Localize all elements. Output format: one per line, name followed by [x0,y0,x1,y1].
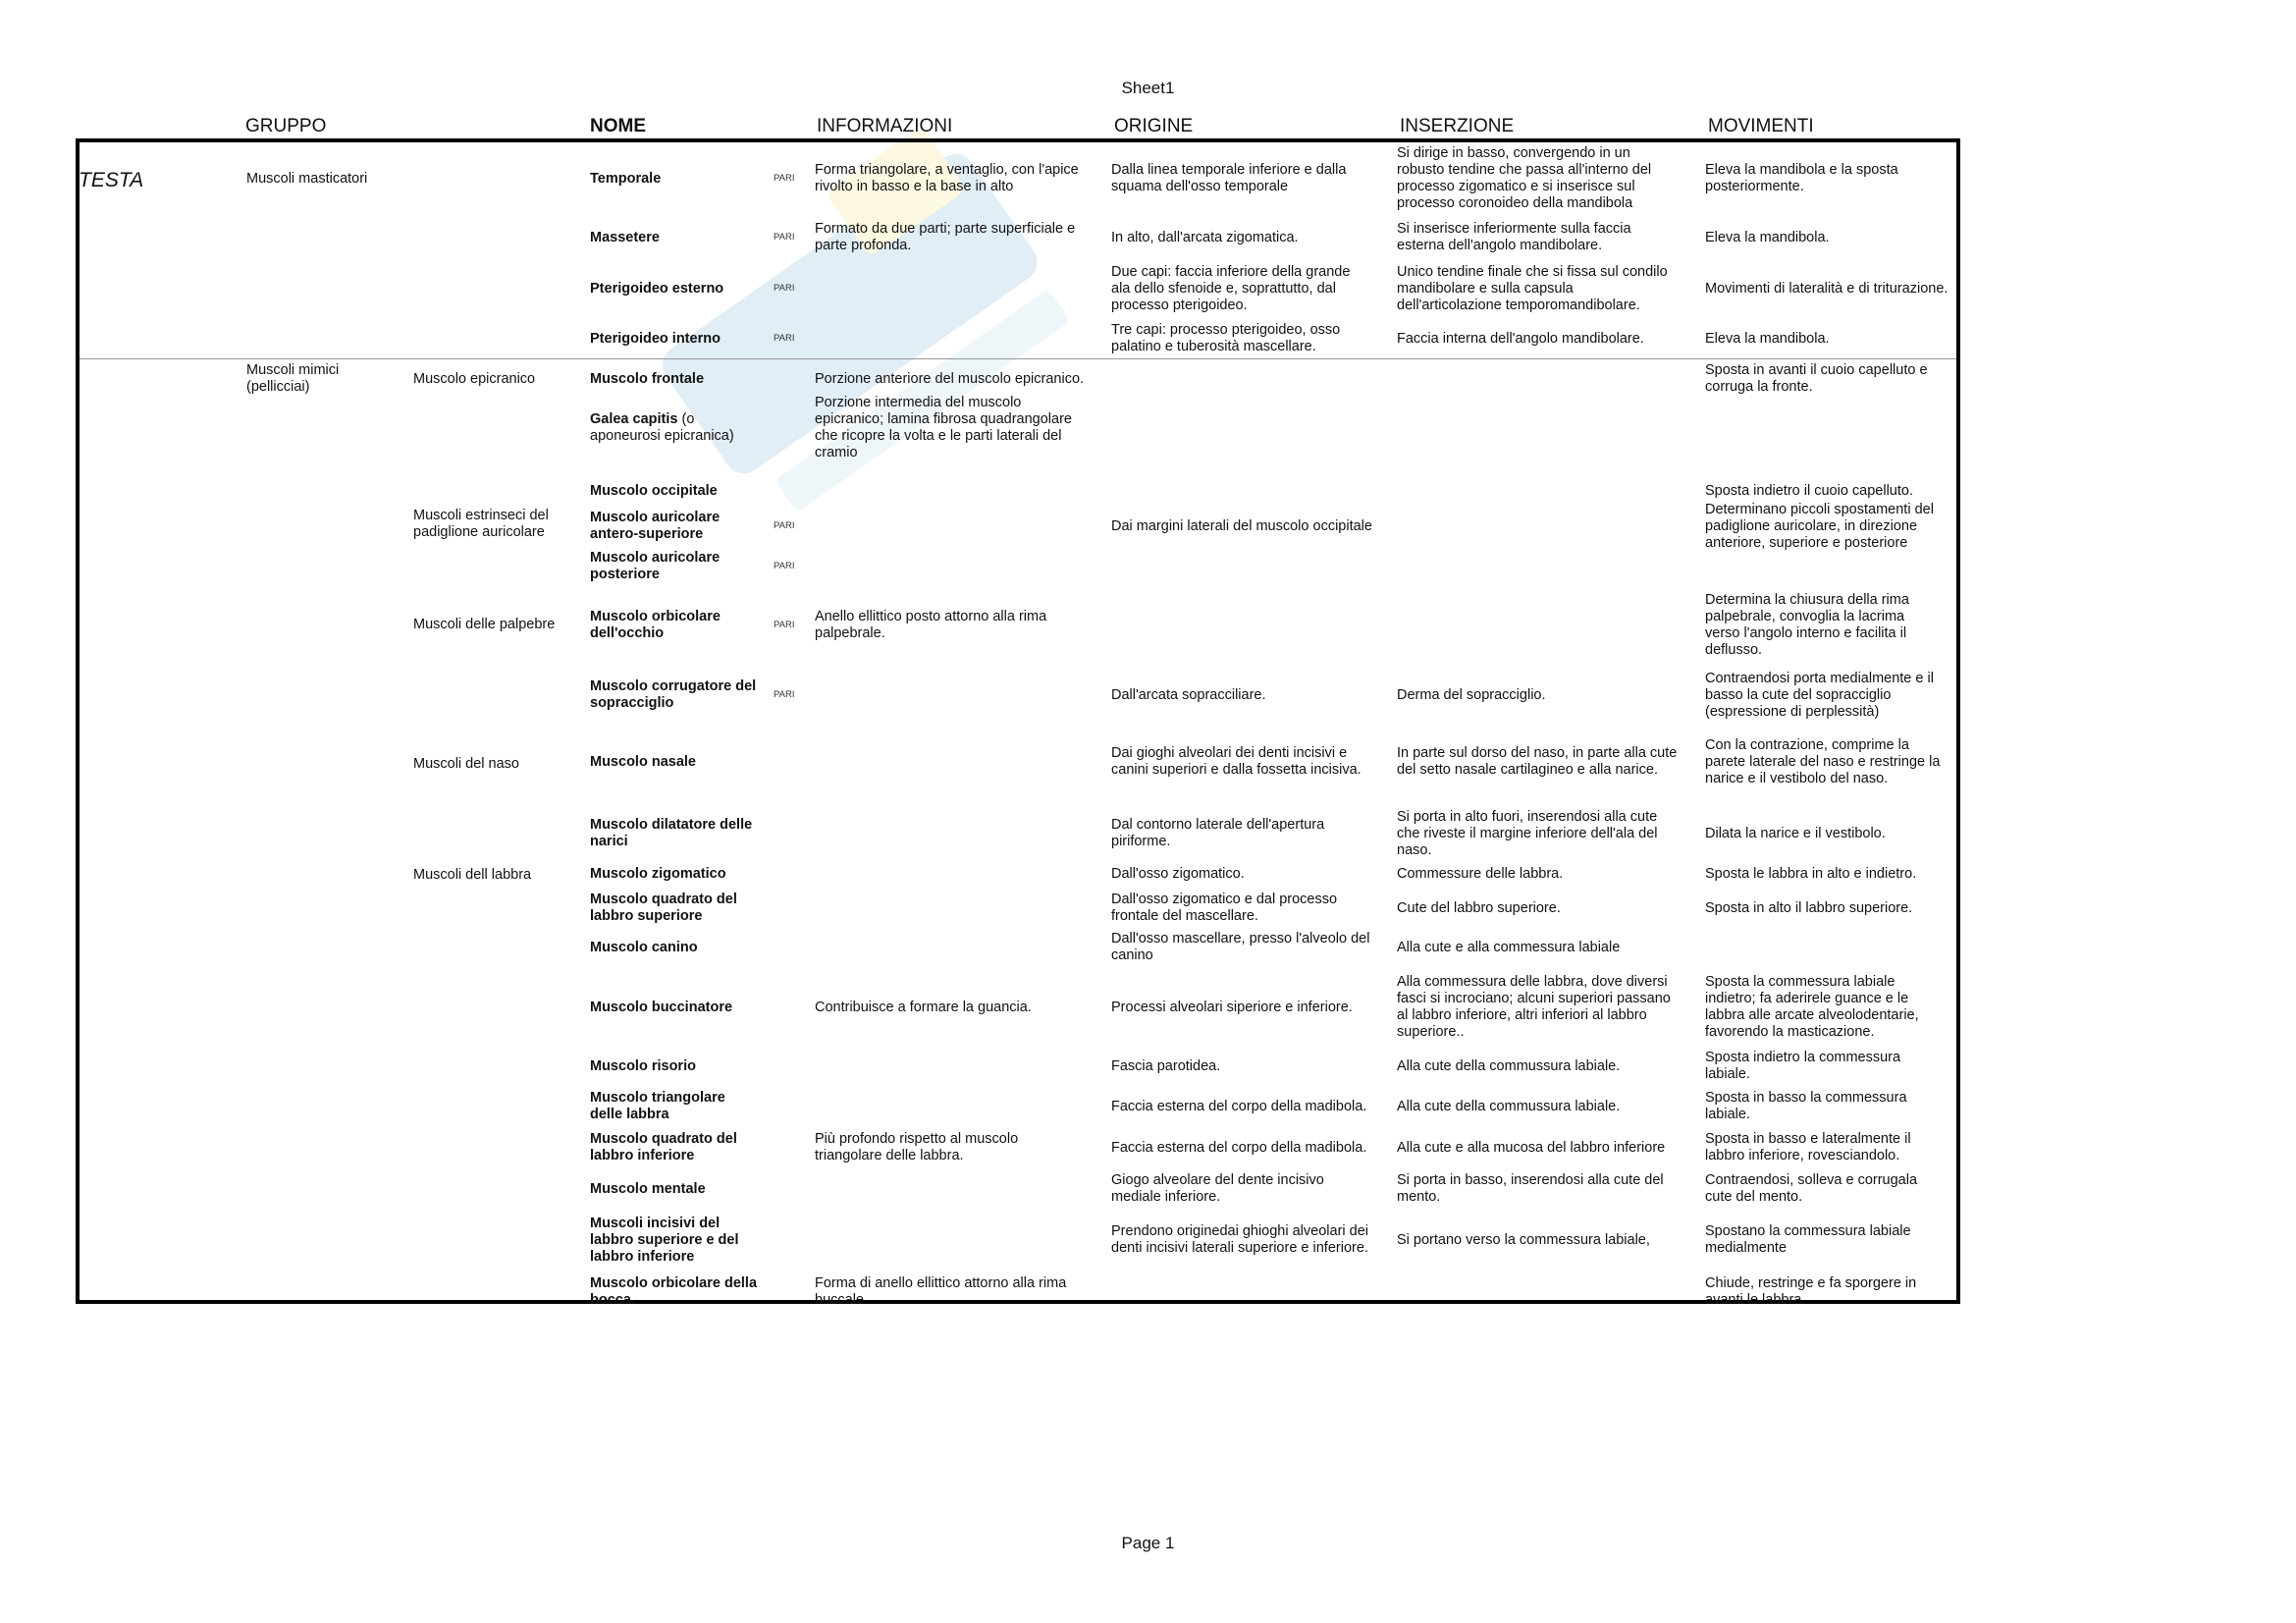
muscle-name: Muscolo auricolare antero-superiore [590,510,721,542]
header-nome: NOME [590,116,646,136]
group-label: Muscoli mimici (pellicciai) [246,362,340,395]
muscle-movements: Con la contrazione, comprime la parete laterale del naso e restringe la narice e il vestibolo del naso. [1705,737,1941,786]
muscle-origin: Due capi: faccia inferiore della grande ala dello sfenoide e, soprattutto, dal processo pterigoideo. [1111,264,1351,313]
muscle-name: Muscolo risorio [590,1058,696,1074]
muscle-info: Forma di anello ellittico attorno alla rima buccale. [815,1275,1067,1308]
muscle-movements: Sposta la commessura labiale indietro; fa aderirele guance e le labbra alle arcate alveolodentarie, favorendo la masticazione. [1705,974,1919,1040]
muscle-name: Muscolo zigomatico [590,866,726,882]
pari-tag: PARI [774,333,795,344]
group-label: Muscoli masticatori [246,171,368,187]
header-inserzione: INSERZIONE [1400,116,1515,136]
muscle-origin: Dall'osso mascellare, presso l'alveolo del canino [1111,931,1370,963]
muscle-movements: Sposta indietro il cuoio capelluto. [1705,483,1913,499]
muscle-movements: Sposta in avanti il cuoio capelluto e corruga la fronte. [1705,362,1928,395]
muscle-name: Pterigoideo interno [590,331,721,347]
muscle-name: Muscolo corrugatore del sopracciglio [590,678,757,711]
pari-tag: PARI [774,689,795,700]
muscle-origin: Giogo alveolare del dente incisivo mediale inferiore. [1111,1172,1324,1205]
muscle-name: Muscolo quadrato del labbro superiore [590,892,737,924]
muscle-origin: Prendono originedai ghioghi alveolari dei denti incisivi laterali superiore e inferiore. [1111,1223,1368,1256]
muscle-insertion: Si porta in basso, inserendosi alla cute del mento. [1397,1172,1664,1205]
muscle-origin: Dall'osso zigomatico. [1111,866,1245,882]
muscle-origin: Dal contorno laterale dell'apertura piriforme. [1111,817,1325,849]
muscle-movements: Sposta indietro la commessura labiale. [1705,1050,1901,1082]
muscle-insertion: Alla cute della commussura labiale. [1397,1099,1621,1114]
muscle-insertion: Si portano verso la commessura labiale, [1397,1232,1650,1248]
muscle-insertion: Commessure delle labbra. [1397,866,1564,882]
muscle-name: Muscolo orbicolare dell'occhio [590,609,721,641]
header-movimenti: MOVIMENTI [1708,116,1814,136]
muscle-insertion: Cute del labbro superiore. [1397,900,1561,916]
muscle-movements: Eleva la mandibola. [1705,230,1830,245]
muscle-name-bold: Galea capitis [590,411,678,427]
muscle-movements: Determinano piccoli spostamenti del padiglione auricolare, in direzione anteriore, superiore e posteriore [1705,502,1934,551]
muscle-name: Muscolo dilatatore delle narici [590,817,753,849]
muscle-insertion: Unico tendine finale che si fissa sul condilo mandibolare e sulla capsula dell'articolazione temporomandibolare. [1397,264,1668,313]
muscle-movements: Contraendosi porta medialmente e il basso la cute del sopracciglio (espressione di perplessità) [1705,671,1934,720]
muscle-info: Anello ellittico posto attorno alla rima palpebrale. [815,609,1047,641]
muscle-movements: Movimenti di lateralità e di triturazione. [1705,281,1949,297]
pari-tag: PARI [774,620,795,630]
muscle-info: Porzione anteriore del muscolo epicranico. [815,371,1085,387]
muscle-name: Muscolo canino [590,940,698,955]
header-origine: ORIGINE [1114,116,1194,136]
subgroup-label: Muscoli estrinseci del padiglione auricolare [413,508,549,540]
muscle-insertion: Derma del sopracciglio. [1397,687,1546,703]
muscle-origin: In alto, dall'arcata zigomatica. [1111,230,1299,245]
muscle-movements: Eleva la mandibola e la sposta posteriormente. [1705,162,1898,194]
muscle-insertion: Alla commessura delle labbra, dove diversi fasci si incrociano; alcuni superiori passano al labbro inferiore, altri inferiori al labbro superiore.. [1397,974,1671,1040]
muscle-insertion: Alla cute della commussura labiale. [1397,1058,1621,1074]
muscle-origin: Dalla linea temporale inferiore e dalla squama dell'osso temporale [1111,162,1347,194]
muscle-info: Porzione intermedia del muscolo epicranico; lamina fibrosa quadrangolare che ricopre la volta e le parti laterali del cramio [815,395,1072,460]
muscle-movements: Contraendosi, solleva e corrugala cute del mento. [1705,1172,1918,1205]
muscle-movements: Sposta in basso la commessura labiale. [1705,1090,1907,1122]
sheet-title: Sheet1 [1121,79,1175,97]
muscle-name: Muscolo orbicolare della bocca. [590,1275,758,1308]
muscle-name: Muscolo quadrato del labbro inferiore [590,1131,737,1163]
group-separator [80,358,1956,359]
muscle-insertion: Si porta in alto fuori, inserendosi alla cute che riveste il margine inferiore dell'ala del naso. [1397,809,1658,858]
muscle-name: Temporale [590,171,662,187]
muscle-origin: Dall'osso zigomatico e dal processo frontale del mascellare. [1111,892,1338,924]
muscle-insertion: Faccia interna dell'angolo mandibolare. [1397,331,1644,347]
muscle-name-note: (o aponeurosi epicranica) [590,411,734,444]
muscle-movements: Eleva la mandibola. [1705,331,1830,347]
muscle-info: Contribuisce a formare la guancia. [815,1000,1032,1015]
muscle-name: Muscoli incisivi del labbro superiore e del labbro inferiore [590,1216,739,1265]
muscle-origin: Faccia esterna del corpo della madibola. [1111,1099,1367,1114]
muscle-name: Massetere [590,230,660,245]
muscle-movements: Sposta in alto il labbro superiore. [1705,900,1913,916]
muscle-info: Più profondo rispetto al muscolo triangolare delle labbra. [815,1131,1019,1163]
muscle-origin: Tre capi: processo pterigoideo, osso palatino e tuberosità mascellare. [1111,322,1341,354]
muscle-insertion: In parte sul dorso del naso, in parte alla cute del setto nasale cartilagineo e alla narice. [1397,745,1678,778]
muscle-origin: Dai margini laterali del muscolo occipitale [1111,518,1372,534]
subgroup-label: Muscoli dell labbra [413,867,532,883]
muscle-info: Formato da due parti; parte superficiale e parte profonda. [815,221,1076,253]
muscle-origin: Dai gioghi alveolari dei denti incisivi e canini superiori e dalla fossetta incisiva. [1111,745,1362,778]
muscle-origin: Dall'arcata sopracciliare. [1111,687,1266,703]
pari-tag: PARI [774,561,795,571]
header-informazioni: INFORMAZIONI [817,116,953,136]
muscle-name [590,411,774,445]
muscle-insertion: Si dirige in basso, convergendo in un robusto tendine che passa all'interno del processo zigomatico e si inserisce sul processo coronoideo della mandibola [1397,145,1652,211]
muscle-movements: Determina la chiusura della rima palpebrale, convoglia la lacrima verso l'angolo interno e facilita il deflusso. [1705,592,1909,658]
muscle-info: Forma triangolare, a ventaglio, con l'apice rivolto in basso e la base in alto [815,162,1079,194]
page-footer: Page 1 [1121,1534,1175,1552]
region-label: TESTA [79,169,144,191]
subgroup-label: Muscolo epicranico [413,371,536,387]
subgroup-label: Muscoli delle palpebre [413,617,556,632]
subgroup-label: Muscoli del naso [413,756,519,772]
muscle-name: Muscolo buccinatore [590,1000,733,1015]
muscle-insertion: Alla cute e alla mucosa del labbro inferiore [1397,1140,1666,1156]
muscle-movements: Spostano la commessura labiale medialmente [1705,1223,1911,1256]
pari-tag: PARI [774,173,795,184]
muscle-movements: Sposta le labbra in alto e indietro. [1705,866,1917,882]
muscle-name: Muscolo nasale [590,754,696,770]
muscle-origin: Fascia parotidea. [1111,1058,1221,1074]
muscle-movements: Chiude, restringe e fa sporgere in avanti le labbra. [1705,1275,1917,1308]
muscle-name: Muscolo mentale [590,1181,706,1197]
pari-tag: PARI [774,520,795,531]
muscle-insertion: Si inserisce inferiormente sulla faccia esterna dell'angolo mandibolare. [1397,221,1631,253]
muscle-name: Muscolo triangolare delle labbra [590,1090,725,1122]
muscle-name: Muscolo auricolare posteriore [590,550,721,582]
muscle-origin: Processi alveolari siperiore e inferiore. [1111,1000,1353,1015]
pari-tag: PARI [774,232,795,243]
muscle-insertion: Alla cute e alla commessura labiale [1397,940,1621,955]
muscle-movements: Dilata la narice e il vestibolo. [1705,826,1886,841]
pari-tag: PARI [774,283,795,294]
header-gruppo: GRUPPO [245,116,327,136]
muscle-movements: Sposta in basso e lateralmente il labbro inferiore, rovesciandolo. [1705,1131,1911,1163]
muscle-origin: Faccia esterna del corpo della madibola. [1111,1140,1367,1156]
muscle-name: Pterigoideo esterno [590,281,724,297]
muscle-name: Muscolo occipitale [590,483,718,499]
muscle-name: Muscolo frontale [590,371,705,387]
